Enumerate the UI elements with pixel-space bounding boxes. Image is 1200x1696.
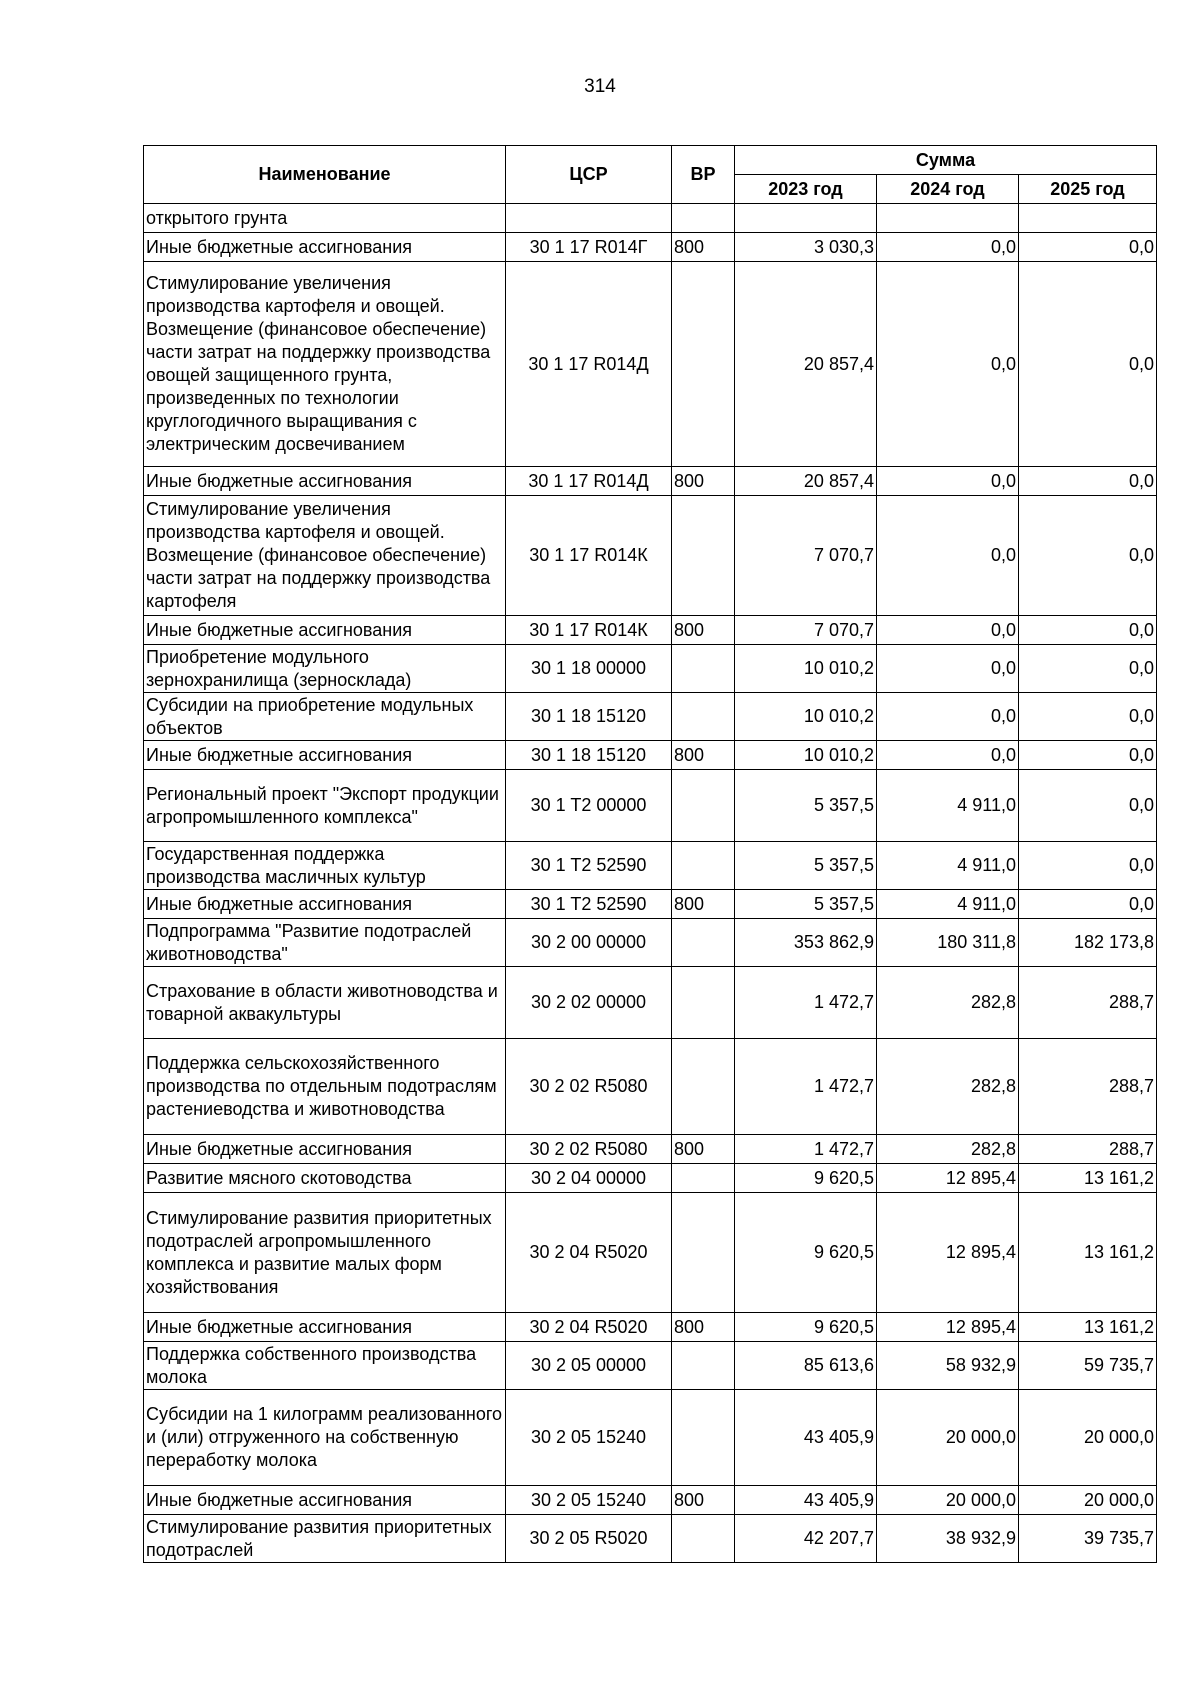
row-2024-cell: 0,0 bbox=[877, 262, 1019, 467]
row-name-cell: Поддержка сельскохозяйственного производства по отдельным подотраслям растениеводства и животноводства bbox=[144, 1039, 506, 1135]
row-name-cell: Иные бюджетные ассигнования bbox=[144, 467, 506, 496]
row-2024-cell: 282,8 bbox=[877, 1135, 1019, 1164]
header-year-2025: 2025 год bbox=[1019, 175, 1157, 204]
row-2025-cell: 20 000,0 bbox=[1019, 1486, 1157, 1515]
row-2023-cell: 5 357,5 bbox=[735, 890, 877, 919]
budget-table bbox=[143, 145, 1157, 1563]
header-csr: ЦСР bbox=[506, 146, 672, 204]
table-row bbox=[144, 1390, 1157, 1486]
row-name-cell: Иные бюджетные ассигнования bbox=[144, 741, 506, 770]
row-2023-cell bbox=[735, 204, 877, 233]
row-name-cell: Иные бюджетные ассигнования bbox=[144, 616, 506, 645]
table-row bbox=[144, 645, 1157, 693]
row-csr-cell: 30 2 00 00000 bbox=[506, 919, 672, 967]
row-2024-cell: 0,0 bbox=[877, 645, 1019, 693]
table-row bbox=[144, 770, 1157, 842]
row-csr-cell: 30 2 05 00000 bbox=[506, 1342, 672, 1390]
header-year-2024: 2024 год bbox=[877, 175, 1019, 204]
row-2025-cell: 39 735,7 bbox=[1019, 1515, 1157, 1563]
row-2024-cell: 20 000,0 bbox=[877, 1486, 1019, 1515]
row-2024-cell bbox=[877, 204, 1019, 233]
row-name-cell: Стимулирование развития приоритетных подотраслей bbox=[144, 1515, 506, 1563]
row-2025-cell: 0,0 bbox=[1019, 496, 1157, 616]
table-row bbox=[144, 1039, 1157, 1135]
row-vr-cell bbox=[672, 919, 735, 967]
header-vr: ВР bbox=[672, 146, 735, 204]
table-row bbox=[144, 1342, 1157, 1390]
row-2025-cell: 288,7 bbox=[1019, 967, 1157, 1039]
row-2024-cell: 0,0 bbox=[877, 496, 1019, 616]
row-2025-cell: 288,7 bbox=[1019, 1135, 1157, 1164]
row-2024-cell: 38 932,9 bbox=[877, 1515, 1019, 1563]
row-vr-cell bbox=[672, 1039, 735, 1135]
table-row bbox=[144, 890, 1157, 919]
table-row bbox=[144, 1313, 1157, 1342]
row-csr-cell: 30 1 T2 00000 bbox=[506, 770, 672, 842]
header-sum: Сумма bbox=[735, 146, 1157, 175]
row-csr-cell: 30 1 17 R014К bbox=[506, 616, 672, 645]
row-vr-cell bbox=[672, 1515, 735, 1563]
row-csr-cell: 30 1 T2 52590 bbox=[506, 842, 672, 890]
row-vr-cell: 800 bbox=[672, 233, 735, 262]
row-vr-cell: 800 bbox=[672, 616, 735, 645]
page-number: 314 bbox=[584, 76, 616, 97]
row-2023-cell: 353 862,9 bbox=[735, 919, 877, 967]
row-csr-cell bbox=[506, 204, 672, 233]
row-name-cell: Иные бюджетные ассигнования bbox=[144, 1486, 506, 1515]
row-vr-cell bbox=[672, 1164, 735, 1193]
row-2023-cell: 43 405,9 bbox=[735, 1486, 877, 1515]
row-2025-cell: 20 000,0 bbox=[1019, 1390, 1157, 1486]
row-2023-cell: 10 010,2 bbox=[735, 741, 877, 770]
row-csr-cell: 30 1 17 R014Д bbox=[506, 262, 672, 467]
row-2024-cell: 0,0 bbox=[877, 616, 1019, 645]
row-name-cell: Государственная поддержка производства масличных культур bbox=[144, 842, 506, 890]
table-row bbox=[144, 1515, 1157, 1563]
row-2023-cell: 1 472,7 bbox=[735, 967, 877, 1039]
row-name-cell: Региональный проект "Экспорт продукции агропромышленного комплекса" bbox=[144, 770, 506, 842]
table-row bbox=[144, 919, 1157, 967]
row-vr-cell: 800 bbox=[672, 1313, 735, 1342]
row-2023-cell: 3 030,3 bbox=[735, 233, 877, 262]
row-2025-cell: 0,0 bbox=[1019, 693, 1157, 741]
row-2023-cell: 9 620,5 bbox=[735, 1193, 877, 1313]
row-name-cell: Стимулирование развития приоритетных подотраслей агропромышленного комплекса и развитие малых форм хозяйствования bbox=[144, 1193, 506, 1313]
row-csr-cell: 30 1 17 R014Г bbox=[506, 233, 672, 262]
row-name-cell: Иные бюджетные ассигнования bbox=[144, 890, 506, 919]
row-2023-cell: 42 207,7 bbox=[735, 1515, 877, 1563]
row-2025-cell: 0,0 bbox=[1019, 616, 1157, 645]
row-vr-cell: 800 bbox=[672, 1135, 735, 1164]
row-vr-cell: 800 bbox=[672, 1486, 735, 1515]
row-csr-cell: 30 2 04 00000 bbox=[506, 1164, 672, 1193]
row-vr-cell bbox=[672, 645, 735, 693]
row-2023-cell: 9 620,5 bbox=[735, 1313, 877, 1342]
row-2023-cell: 85 613,6 bbox=[735, 1342, 877, 1390]
row-vr-cell: 800 bbox=[672, 741, 735, 770]
row-2024-cell: 282,8 bbox=[877, 1039, 1019, 1135]
row-2025-cell: 182 173,8 bbox=[1019, 919, 1157, 967]
table-row bbox=[144, 842, 1157, 890]
row-vr-cell bbox=[672, 262, 735, 467]
row-csr-cell: 30 2 05 15240 bbox=[506, 1390, 672, 1486]
table-row bbox=[144, 741, 1157, 770]
row-2023-cell: 20 857,4 bbox=[735, 262, 877, 467]
header-year-2023: 2023 год bbox=[735, 175, 877, 204]
row-name-cell: Иные бюджетные ассигнования bbox=[144, 1313, 506, 1342]
table-row bbox=[144, 1164, 1157, 1193]
row-2023-cell: 10 010,2 bbox=[735, 645, 877, 693]
row-vr-cell bbox=[672, 693, 735, 741]
row-csr-cell: 30 1 18 00000 bbox=[506, 645, 672, 693]
row-vr-cell bbox=[672, 1342, 735, 1390]
row-2025-cell: 13 161,2 bbox=[1019, 1313, 1157, 1342]
row-2025-cell: 13 161,2 bbox=[1019, 1193, 1157, 1313]
row-vr-cell bbox=[672, 967, 735, 1039]
row-name-cell: открытого грунта bbox=[144, 204, 506, 233]
table-header bbox=[144, 146, 1157, 204]
row-2024-cell: 282,8 bbox=[877, 967, 1019, 1039]
table-row bbox=[144, 233, 1157, 262]
row-csr-cell: 30 1 18 15120 bbox=[506, 693, 672, 741]
row-name-cell: Стимулирование увеличения производства картофеля и овощей. Возмещение (финансовое обеспечение) части затрат на поддержку производства картофеля bbox=[144, 496, 506, 616]
row-2024-cell: 20 000,0 bbox=[877, 1390, 1019, 1486]
row-vr-cell: 800 bbox=[672, 467, 735, 496]
row-2024-cell: 0,0 bbox=[877, 233, 1019, 262]
row-csr-cell: 30 1 T2 52590 bbox=[506, 890, 672, 919]
row-name-cell: Поддержка собственного производства молока bbox=[144, 1342, 506, 1390]
row-vr-cell: 800 bbox=[672, 890, 735, 919]
table-row bbox=[144, 693, 1157, 741]
row-vr-cell bbox=[672, 1193, 735, 1313]
table-row bbox=[144, 1193, 1157, 1313]
row-2024-cell: 58 932,9 bbox=[877, 1342, 1019, 1390]
row-csr-cell: 30 2 02 R5080 bbox=[506, 1039, 672, 1135]
row-name-cell: Иные бюджетные ассигнования bbox=[144, 1135, 506, 1164]
row-2023-cell: 5 357,5 bbox=[735, 842, 877, 890]
row-csr-cell: 30 2 02 00000 bbox=[506, 967, 672, 1039]
table-row bbox=[144, 496, 1157, 616]
row-csr-cell: 30 2 05 15240 bbox=[506, 1486, 672, 1515]
row-2023-cell: 5 357,5 bbox=[735, 770, 877, 842]
row-2024-cell: 0,0 bbox=[877, 693, 1019, 741]
row-csr-cell: 30 2 02 R5080 bbox=[506, 1135, 672, 1164]
row-2025-cell: 288,7 bbox=[1019, 1039, 1157, 1135]
row-2025-cell: 13 161,2 bbox=[1019, 1164, 1157, 1193]
table-body bbox=[144, 204, 1157, 1563]
row-2024-cell: 4 911,0 bbox=[877, 770, 1019, 842]
row-name-cell: Развитие мясного скотоводства bbox=[144, 1164, 506, 1193]
row-2025-cell: 0,0 bbox=[1019, 890, 1157, 919]
row-2023-cell: 7 070,7 bbox=[735, 496, 877, 616]
table-row bbox=[144, 204, 1157, 233]
table-row bbox=[144, 967, 1157, 1039]
row-name-cell: Субсидии на приобретение модульных объектов bbox=[144, 693, 506, 741]
row-2023-cell: 1 472,7 bbox=[735, 1135, 877, 1164]
table-row bbox=[144, 262, 1157, 467]
row-vr-cell bbox=[672, 842, 735, 890]
row-2025-cell: 0,0 bbox=[1019, 233, 1157, 262]
row-csr-cell: 30 1 17 R014К bbox=[506, 496, 672, 616]
row-name-cell: Приобретение модульного зернохранилища (зерносклада) bbox=[144, 645, 506, 693]
row-2023-cell: 7 070,7 bbox=[735, 616, 877, 645]
row-name-cell: Подпрограмма "Развитие подотраслей животноводства" bbox=[144, 919, 506, 967]
row-csr-cell: 30 1 18 15120 bbox=[506, 741, 672, 770]
row-name-cell: Иные бюджетные ассигнования bbox=[144, 233, 506, 262]
row-vr-cell bbox=[672, 770, 735, 842]
row-2024-cell: 180 311,8 bbox=[877, 919, 1019, 967]
table-row bbox=[144, 1486, 1157, 1515]
row-2024-cell: 12 895,4 bbox=[877, 1193, 1019, 1313]
row-2025-cell: 0,0 bbox=[1019, 770, 1157, 842]
row-2024-cell: 12 895,4 bbox=[877, 1313, 1019, 1342]
row-vr-cell bbox=[672, 204, 735, 233]
row-2025-cell: 0,0 bbox=[1019, 467, 1157, 496]
row-2025-cell: 59 735,7 bbox=[1019, 1342, 1157, 1390]
row-2023-cell: 43 405,9 bbox=[735, 1390, 877, 1486]
row-csr-cell: 30 2 04 R5020 bbox=[506, 1193, 672, 1313]
row-2023-cell: 10 010,2 bbox=[735, 693, 877, 741]
row-2025-cell bbox=[1019, 204, 1157, 233]
row-2025-cell: 0,0 bbox=[1019, 842, 1157, 890]
row-2024-cell: 12 895,4 bbox=[877, 1164, 1019, 1193]
row-2023-cell: 9 620,5 bbox=[735, 1164, 877, 1193]
header-name: Наименование bbox=[144, 146, 506, 204]
table-row bbox=[144, 467, 1157, 496]
row-name-cell: Субсидии на 1 килограмм реализованного и (или) отгруженного на собственную переработку молока bbox=[144, 1390, 506, 1486]
row-2024-cell: 4 911,0 bbox=[877, 842, 1019, 890]
row-vr-cell bbox=[672, 496, 735, 616]
row-2025-cell: 0,0 bbox=[1019, 741, 1157, 770]
row-csr-cell: 30 1 17 R014Д bbox=[506, 467, 672, 496]
table-row bbox=[144, 1135, 1157, 1164]
row-vr-cell bbox=[672, 1390, 735, 1486]
row-2023-cell: 1 472,7 bbox=[735, 1039, 877, 1135]
row-2023-cell: 20 857,4 bbox=[735, 467, 877, 496]
row-csr-cell: 30 2 05 R5020 bbox=[506, 1515, 672, 1563]
row-2024-cell: 0,0 bbox=[877, 741, 1019, 770]
row-csr-cell: 30 2 04 R5020 bbox=[506, 1313, 672, 1342]
row-2025-cell: 0,0 bbox=[1019, 645, 1157, 693]
row-2025-cell: 0,0 bbox=[1019, 262, 1157, 467]
row-name-cell: Страхование в области животноводства и товарной аквакультуры bbox=[144, 967, 506, 1039]
row-2024-cell: 4 911,0 bbox=[877, 890, 1019, 919]
row-2024-cell: 0,0 bbox=[877, 467, 1019, 496]
row-name-cell: Стимулирование увеличения производства картофеля и овощей. Возмещение (финансовое обеспечение) части затрат на поддержку производства овощей защищенного грунта, произведенных по технологии круглогодичного выращивания с электрическим досвечиванием bbox=[144, 262, 506, 467]
table-row bbox=[144, 616, 1157, 645]
